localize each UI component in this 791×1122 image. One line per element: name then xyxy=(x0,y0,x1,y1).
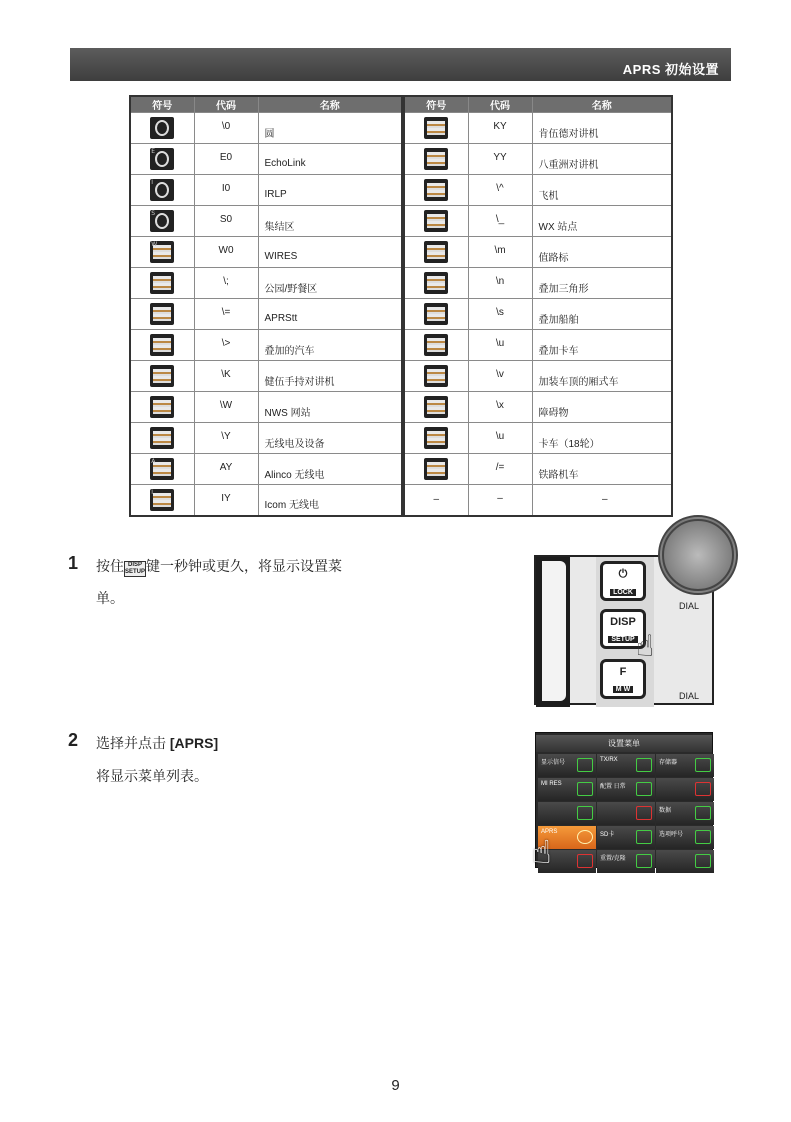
overlay-char: I xyxy=(151,488,154,496)
code-cell: \K xyxy=(194,361,258,392)
name-cell: WX 站点 xyxy=(532,206,672,237)
col-name: 名称 xyxy=(258,96,402,113)
symbol-cell xyxy=(130,299,194,330)
table-row xyxy=(404,175,672,206)
name-cell: Icom 无线电 xyxy=(258,485,402,516)
symbol-cell xyxy=(404,299,468,330)
code-cell: \m xyxy=(468,237,532,268)
menu-item-icon xyxy=(695,782,711,796)
menu-item-icon xyxy=(577,830,593,844)
step-1-text-a: 按住 xyxy=(96,558,124,574)
step-2-text-a: 选择并点击 xyxy=(96,735,170,751)
code-cell: \u xyxy=(468,330,532,361)
name-cell: 公园/野餐区 xyxy=(258,268,402,299)
key-top-label: DISP xyxy=(127,562,142,568)
symbol-cell xyxy=(130,392,194,423)
col-symbol: 符号 xyxy=(404,96,468,113)
col-name: 名称 xyxy=(532,96,672,113)
code-cell: IY xyxy=(194,485,258,516)
code-cell: \0 xyxy=(194,113,258,144)
symbol-cell xyxy=(130,113,194,144)
menu-item-icon xyxy=(695,854,711,868)
code-cell: \= xyxy=(194,299,258,330)
col-symbol: 符号 xyxy=(130,96,194,113)
mw-label: M W xyxy=(613,686,633,693)
setup-menu-item[interactable] xyxy=(656,754,714,777)
setup-menu-item[interactable] xyxy=(656,850,714,873)
code-cell: \x xyxy=(468,392,532,423)
setup-menu-item[interactable] xyxy=(656,778,714,801)
table-row xyxy=(130,237,402,268)
name-cell: 飞机 xyxy=(532,175,672,206)
symbol-cell xyxy=(130,361,194,392)
table-row xyxy=(404,454,672,485)
symbol-cell xyxy=(130,423,194,454)
symbol-radio-icon xyxy=(424,117,448,139)
setup-menu-item[interactable] xyxy=(597,850,655,873)
setup-menu-item-label: 配置 日常 xyxy=(600,784,626,790)
f-mw-button[interactable] xyxy=(600,659,646,699)
symbol-cell: – xyxy=(404,485,468,516)
step-1-number: 1 xyxy=(68,553,79,573)
table-row xyxy=(130,361,402,392)
pointing-hand-icon: ☝ xyxy=(532,833,552,871)
code-cell: E0 xyxy=(194,144,258,175)
symbol-wx-station-icon xyxy=(424,210,448,232)
symbol-aprstt-icon xyxy=(150,303,174,325)
setup-menu-item[interactable] xyxy=(538,802,596,825)
table-row xyxy=(404,113,672,144)
table-row xyxy=(130,330,402,361)
symbol-cell xyxy=(404,144,468,175)
symbol-cell xyxy=(130,237,194,268)
symbol-cell xyxy=(404,330,468,361)
symbol-cell xyxy=(404,423,468,454)
code-cell: S0 xyxy=(194,206,258,237)
code-cell: W0 xyxy=(194,237,258,268)
code-cell: \u xyxy=(468,423,532,454)
disp-label: DISP xyxy=(610,616,636,628)
key-bottom-label: SETUP xyxy=(125,569,146,575)
symbol-ring-icon xyxy=(150,210,174,232)
code-cell: \; xyxy=(194,268,258,299)
symbol-triangle-icon xyxy=(424,272,448,294)
symbol-cell xyxy=(130,268,194,299)
symbol-radio-icon xyxy=(150,489,174,511)
menu-item-icon xyxy=(695,830,711,844)
name-cell: 障碍物 xyxy=(532,392,672,423)
symbol-radio-icon xyxy=(150,458,174,480)
symbol-value-sign-icon xyxy=(424,241,448,263)
symbol-cell xyxy=(130,330,194,361)
table-row xyxy=(404,361,672,392)
dial-label-top: DIAL xyxy=(679,601,700,611)
symbol-ship-icon xyxy=(424,303,448,325)
menu-item-icon xyxy=(636,758,652,772)
code-cell: I0 xyxy=(194,175,258,206)
symbol-cell xyxy=(404,392,468,423)
menu-item-icon xyxy=(636,806,652,820)
name-cell: IRLP xyxy=(258,175,402,206)
table-row xyxy=(404,485,672,516)
table-row xyxy=(130,144,402,175)
setup-menu-item[interactable] xyxy=(538,754,596,777)
symbol-park-icon xyxy=(150,272,174,294)
pointing-hand-icon: ☝ xyxy=(636,629,655,664)
radio-buttons-illustration xyxy=(534,555,714,705)
setup-menu-item-label: 重置/克隆 xyxy=(600,856,626,862)
code-cell: \^ xyxy=(468,175,532,206)
menu-item-icon xyxy=(636,854,652,868)
symbol-cell xyxy=(130,144,194,175)
setup-menu-item[interactable] xyxy=(597,826,655,849)
table-row xyxy=(130,392,402,423)
setup-menu-item-label: 数据 xyxy=(659,808,672,814)
code-cell: AY xyxy=(194,454,258,485)
symbol-ring-icon xyxy=(150,117,174,139)
symbol-wires-icon xyxy=(150,241,174,263)
table-row xyxy=(404,144,672,175)
symbol-cell xyxy=(404,206,468,237)
lock-button[interactable] xyxy=(600,561,646,601)
code-cell: – xyxy=(468,485,532,516)
col-code: 代码 xyxy=(194,96,258,113)
dial-label-bottom: DIAL xyxy=(679,691,700,701)
symbol-cell xyxy=(404,113,468,144)
name-cell: – xyxy=(532,485,672,516)
name-cell: Alinco 无线电 xyxy=(258,454,402,485)
setup-menu-item-label: APRS xyxy=(541,829,558,835)
setup-menu-item[interactable] xyxy=(597,778,655,801)
setup-menu-title: 设置菜单 xyxy=(536,735,712,752)
name-cell: 叠加卡车 xyxy=(532,330,672,361)
setup-menu-item[interactable] xyxy=(597,754,655,777)
setup-menu-item-label: 选项呼号 xyxy=(659,832,684,838)
symbol-cell xyxy=(130,206,194,237)
symbol-radio-icon xyxy=(150,427,174,449)
overlay-char: W xyxy=(151,241,158,248)
name-cell: 加装车顶的厢式车 xyxy=(532,361,672,392)
name-cell: 肯伍德对讲机 xyxy=(532,113,672,144)
symbol-wx-icon xyxy=(150,396,174,418)
code-cell: \W xyxy=(194,392,258,423)
symbol-table-right xyxy=(403,95,673,517)
name-cell: APRStt xyxy=(258,299,402,330)
name-cell: 叠加三角形 xyxy=(532,268,672,299)
setup-menu-item-label: TX/RX xyxy=(600,757,618,763)
step-1-text-b: 键一秒钟或更久，将显示设置菜 xyxy=(146,558,342,574)
table-row xyxy=(130,268,402,299)
menu-item-icon xyxy=(695,758,711,772)
f-label: F xyxy=(619,666,627,678)
lock-label: LOCK xyxy=(610,589,636,596)
name-cell: 八重洲对讲机 xyxy=(532,144,672,175)
setup-menu-item-label: MI RES xyxy=(541,781,562,787)
overlay-char: S xyxy=(151,210,156,217)
setup-menu-screen-illustration xyxy=(532,732,713,871)
code-cell: \> xyxy=(194,330,258,361)
name-cell: 集结区 xyxy=(258,206,402,237)
section-header-bar xyxy=(70,48,731,81)
table-row xyxy=(130,423,402,454)
power-icon: ⏻ xyxy=(618,568,628,580)
code-cell: \s xyxy=(468,299,532,330)
symbol-car-icon xyxy=(150,334,174,356)
setup-menu-grid xyxy=(538,754,712,873)
step-1-text-c: 单。 xyxy=(96,590,124,606)
table-row xyxy=(130,175,402,206)
menu-item-icon xyxy=(577,806,593,820)
symbol-cell xyxy=(130,454,194,485)
symbol-cell xyxy=(404,454,468,485)
page-number: 9 xyxy=(391,1077,400,1094)
name-cell: 值路标 xyxy=(532,237,672,268)
code-cell: \Y xyxy=(194,423,258,454)
table-row xyxy=(130,299,402,330)
table-row xyxy=(404,330,672,361)
code-cell: YY xyxy=(468,144,532,175)
setup-menu-item[interactable] xyxy=(597,802,655,825)
code-cell: \v xyxy=(468,361,532,392)
step-2-text xyxy=(96,733,218,753)
symbol-van-icon xyxy=(424,365,448,387)
name-cell: 无线电及设备 xyxy=(258,423,402,454)
symbol-table-left xyxy=(129,95,403,517)
disp-setup-key-icon xyxy=(124,561,146,577)
step-2-bold: [APRS] xyxy=(169,735,219,751)
step-2-text-b: 将显示菜单列表。 xyxy=(96,768,208,784)
symbol-obstacle-icon xyxy=(424,396,448,418)
name-cell: 铁路机车 xyxy=(532,454,672,485)
name-cell: 叠加的汽车 xyxy=(258,330,402,361)
table-row xyxy=(404,423,672,454)
code-cell: \_ xyxy=(468,206,532,237)
name-cell: WIRES xyxy=(258,237,402,268)
setup-menu-item[interactable] xyxy=(656,826,714,849)
setup-menu-item[interactable] xyxy=(538,778,596,801)
col-code: 代码 xyxy=(468,96,532,113)
symbol-truck-icon xyxy=(424,334,448,356)
name-cell: 卡车（18轮） xyxy=(532,423,672,454)
setup-menu-item-label: SD卡 xyxy=(600,832,615,838)
table-row xyxy=(404,206,672,237)
code-cell: KY xyxy=(468,113,532,144)
code-cell: /= xyxy=(468,454,532,485)
symbol-cell xyxy=(404,361,468,392)
symbol-truck18-icon xyxy=(424,427,448,449)
overlay-char: E xyxy=(151,148,156,155)
step-2-number: 2 xyxy=(68,730,79,750)
symbol-radio-icon xyxy=(424,148,448,170)
name-cell: 圆 xyxy=(258,113,402,144)
setup-menu-item[interactable] xyxy=(656,802,714,825)
setup-menu-item-label: 显示信号 xyxy=(541,760,566,766)
overlay-char: A xyxy=(151,458,156,465)
menu-item-icon xyxy=(577,782,593,796)
symbol-cell xyxy=(404,175,468,206)
table-row xyxy=(130,113,402,144)
symbol-k-icon xyxy=(150,365,174,387)
overlay-char: I xyxy=(151,179,154,186)
section-title: APRS 初始设置 xyxy=(622,62,719,77)
symbol-cell xyxy=(130,175,194,206)
symbol-plane-icon xyxy=(424,179,448,201)
symbol-cell xyxy=(404,237,468,268)
symbol-ring-icon xyxy=(150,148,174,170)
menu-item-icon xyxy=(636,830,652,844)
menu-item-icon xyxy=(695,806,711,820)
symbol-train-icon xyxy=(424,458,448,480)
table-row xyxy=(404,268,672,299)
table-row xyxy=(404,392,672,423)
symbol-cell xyxy=(130,485,194,516)
code-cell: \n xyxy=(468,268,532,299)
setup-label: SETUP xyxy=(608,636,637,643)
menu-item-icon xyxy=(636,782,652,796)
name-cell: 叠加船舶 xyxy=(532,299,672,330)
table-row xyxy=(404,299,672,330)
table-row xyxy=(404,237,672,268)
name-cell: NWS 网站 xyxy=(258,392,402,423)
symbol-ring-icon xyxy=(150,179,174,201)
table-row xyxy=(130,485,402,516)
dial-knob-icon xyxy=(658,515,738,595)
radio-display-edge xyxy=(542,561,566,701)
step-1-text xyxy=(96,556,342,577)
menu-item-icon xyxy=(577,758,593,772)
symbol-cell xyxy=(404,268,468,299)
menu-item-icon xyxy=(577,854,593,868)
setup-menu-item-label: 存储器 xyxy=(659,760,678,766)
table-row xyxy=(130,206,402,237)
name-cell: 健伍手持对讲机 xyxy=(258,361,402,392)
name-cell: EchoLink xyxy=(258,144,402,175)
table-row xyxy=(130,454,402,485)
